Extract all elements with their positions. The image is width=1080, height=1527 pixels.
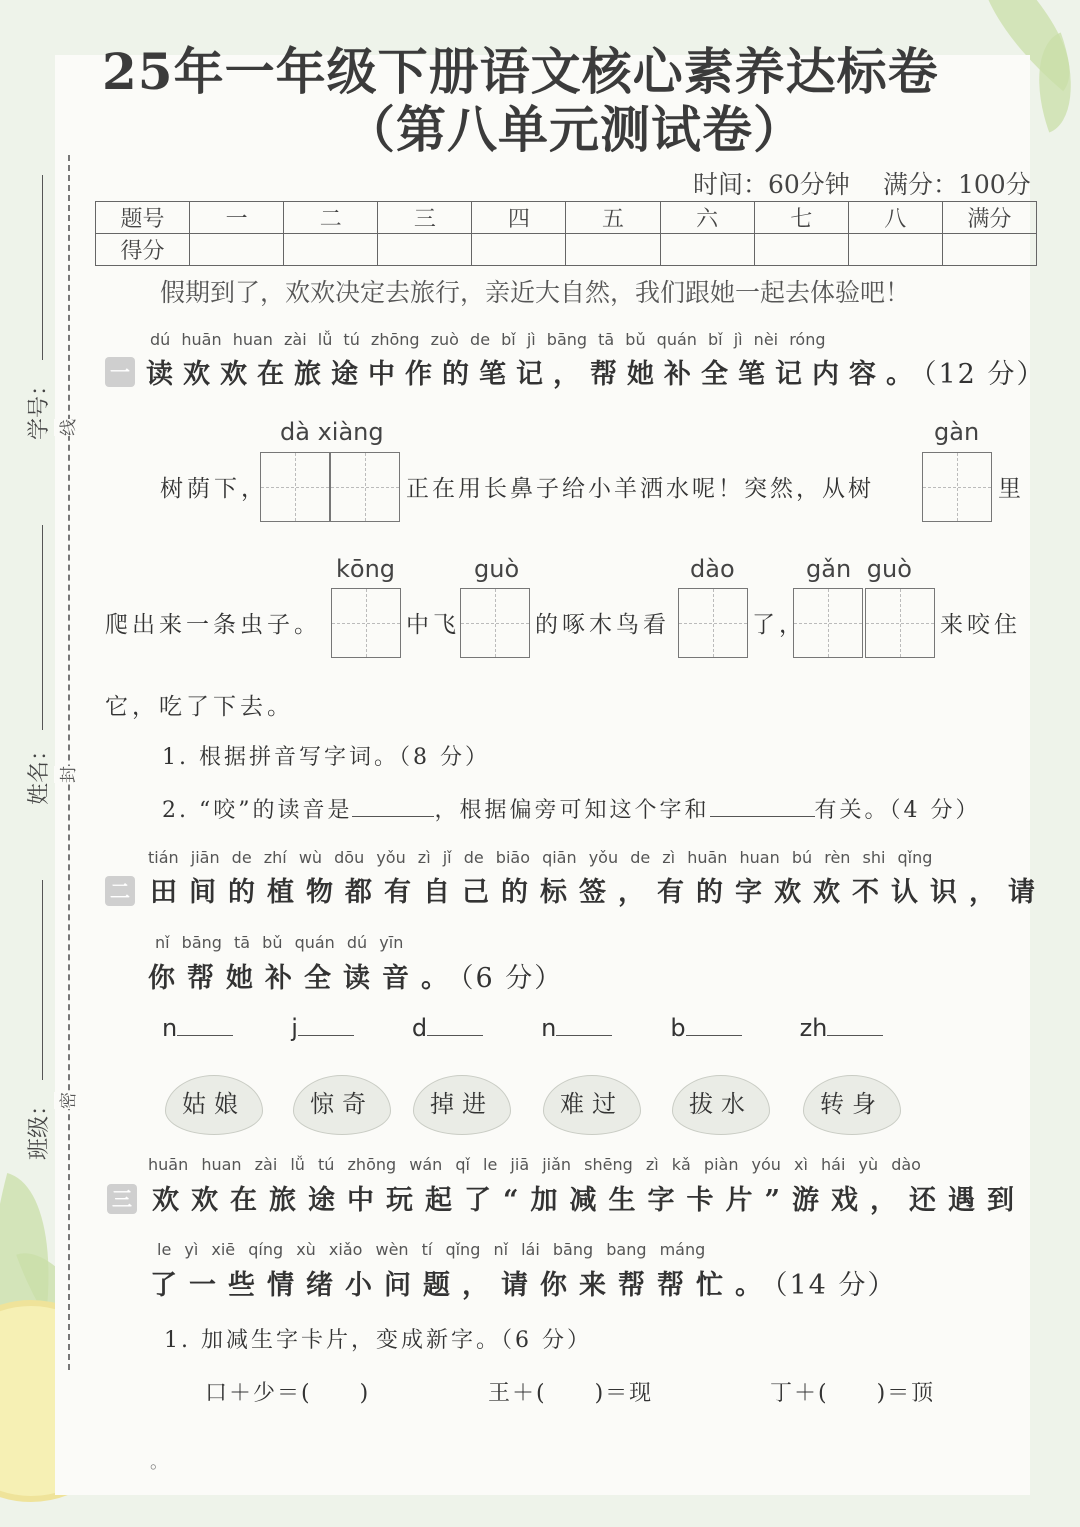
table-cell: 五 xyxy=(566,202,660,234)
table-cell: 得分 xyxy=(96,234,190,266)
sub2-text-a: 2. “咬”的读音是 xyxy=(162,798,353,823)
binding-mark-xian: 线 xyxy=(54,419,79,436)
initial-blank[interactable] xyxy=(827,1035,883,1036)
section3-sub1: 1. 加减生字卡片，变成新字。（6 分） xyxy=(164,1328,592,1353)
section3-question-1: 欢欢在旅途中玩起了“加减生字卡片”游戏，还遇到 xyxy=(152,1185,1027,1216)
page-title: 25年一年级下册语文核心素养达标卷 xyxy=(102,42,939,101)
binding-mark-mi: 密 xyxy=(54,1092,79,1109)
initial-blank[interactable] xyxy=(427,1035,483,1036)
xuehao-label: 学号： xyxy=(27,373,52,440)
initial-letter: n xyxy=(541,1014,557,1042)
pinyin-kong: kōng xyxy=(336,555,396,583)
banji-label: 班级： xyxy=(27,1093,52,1160)
table-cell: 三 xyxy=(378,202,472,234)
section2-question-1: 田间的植物都有自己的标签，有的字欢欢不认识，请 xyxy=(150,877,1047,908)
score-table-header-row xyxy=(96,202,1037,234)
write-box[interactable] xyxy=(331,588,401,658)
table-cell: 一 xyxy=(190,202,284,234)
score-input-cell[interactable] xyxy=(190,234,284,266)
footer-mark: 。 xyxy=(150,1452,168,1473)
section2-question-text: 你帮她补全读音。 xyxy=(148,963,460,994)
initial-letter: b xyxy=(670,1014,686,1042)
intro-text: 假期到了，欢欢决定去旅行，亲近大自然，我们跟她一起去体验吧！ xyxy=(160,278,911,307)
table-cell: 题号 xyxy=(96,202,190,234)
section3-question-2 xyxy=(150,1263,896,1302)
pinyin-guo: guò xyxy=(474,555,520,583)
score-input-cell[interactable] xyxy=(472,234,566,266)
para1-b: 正在用长鼻子给小羊洒水呢！突然，从树 xyxy=(406,476,874,502)
score-input-cell[interactable] xyxy=(754,234,848,266)
para2-d: 了， xyxy=(752,612,806,638)
time-label: 时间：60分钟 xyxy=(693,170,850,199)
initial-blank[interactable] xyxy=(556,1035,612,1036)
write-box[interactable] xyxy=(460,588,530,658)
para3: 它，吃了下去。 xyxy=(105,694,294,720)
para2-c: 的啄木鸟看 xyxy=(535,612,670,638)
initial-letter: zh xyxy=(799,1014,828,1042)
write-box[interactable] xyxy=(865,588,935,658)
word-card: 掉进 xyxy=(413,1075,511,1135)
page-subtitle: （第八单元测试卷） xyxy=(345,100,804,159)
word-card: 惊奇 xyxy=(293,1075,391,1135)
banji-blank[interactable] xyxy=(42,880,43,1080)
para1-c: 里 xyxy=(998,476,1025,502)
word-card: 姑娘 xyxy=(165,1075,263,1135)
xuehao-blank[interactable] xyxy=(42,175,43,360)
answer-blank[interactable] xyxy=(352,816,434,817)
initial-blank[interactable] xyxy=(686,1035,742,1036)
score-input-cell[interactable] xyxy=(848,234,942,266)
score-input-cell[interactable] xyxy=(378,234,472,266)
word-card: 难过 xyxy=(543,1075,641,1135)
section2-score: （6 分） xyxy=(460,963,564,994)
para2-a: 爬出来一条虫子。 xyxy=(105,612,321,638)
para2-b: 中飞 xyxy=(406,612,460,638)
table-cell: 四 xyxy=(472,202,566,234)
section1-sub1: 1. 根据拼音写字词。（8 分） xyxy=(162,745,490,770)
score-table xyxy=(95,201,1037,266)
score-input-cell[interactable] xyxy=(942,234,1036,266)
initial-letter: d xyxy=(411,1014,428,1042)
section3-pinyin-1: huān huan zài lǚ tú zhōng wán qǐ le jiā jiǎn shēng zì kǎ piàn yóu xì hái yù dào xyxy=(148,1155,921,1174)
equation-2: 王＋( )＝现 xyxy=(488,1381,654,1406)
section1-sub2 xyxy=(162,793,981,824)
pinyin-gan: gàn xyxy=(934,418,980,446)
section1-score: （12 分） xyxy=(923,359,1046,390)
answer-blank[interactable] xyxy=(710,816,815,817)
pinyin-dao: dào xyxy=(690,555,735,583)
score-input-cell[interactable] xyxy=(660,234,754,266)
table-cell: 七 xyxy=(754,202,848,234)
table-cell: 满分 xyxy=(942,202,1036,234)
sub2-text-c: 有关。（4 分） xyxy=(814,798,981,823)
table-cell: 六 xyxy=(660,202,754,234)
section2-pinyin-2: nǐ bāng tā bǔ quán dú yīn xyxy=(155,933,404,952)
write-box[interactable] xyxy=(793,588,863,658)
table-cell: 二 xyxy=(284,202,378,234)
write-box[interactable] xyxy=(260,452,330,522)
xingming-label: 姓名： xyxy=(27,738,52,805)
word-card: 转身 xyxy=(803,1075,901,1135)
section3-score: （14 分） xyxy=(774,1270,897,1301)
xingming-blank[interactable] xyxy=(42,525,43,730)
section2-pinyin-1: tián jiān de zhí wù dōu yǒu zì jǐ de biāo qiān yǒu de zì huān huan bú rèn shi qǐng xyxy=(148,848,933,867)
initial-letter: j xyxy=(291,1014,298,1042)
section2-question-2 xyxy=(148,956,563,995)
section3-question-text: 了一些情绪小问题，请你来帮帮忙。 xyxy=(150,1270,774,1301)
table-cell: 八 xyxy=(848,202,942,234)
section1-pinyin: dú huān huan zài lǚ tú zhōng zuò de bǐ jì bāng tā bǔ quán bǐ jì nèi róng xyxy=(150,330,826,349)
binding-dashed-line xyxy=(68,155,70,1370)
section1-badge: 一 xyxy=(105,357,135,387)
score-table-score-row xyxy=(96,234,1037,266)
pinyin-daxiang: dà xiàng xyxy=(280,418,384,446)
initial-blank[interactable] xyxy=(298,1035,354,1036)
full-score-label: 满分：100分 xyxy=(883,170,1031,199)
write-box[interactable] xyxy=(922,452,992,522)
sub2-text-b: ，根据偏旁可知这个字和 xyxy=(434,798,710,823)
para1-a: 树荫下， xyxy=(160,476,268,502)
word-card: 拔水 xyxy=(672,1075,770,1135)
binding-mark-feng: 封 xyxy=(54,766,79,783)
section3-pinyin-2: le yì xiē qíng xù xiǎo wèn tí qǐng nǐ lái bāng bang máng xyxy=(157,1240,706,1259)
section1-question-text: 读欢欢在旅途中作的笔记，帮她补全笔记内容。 xyxy=(146,359,923,390)
section3-badge: 三 xyxy=(107,1184,137,1214)
write-box[interactable] xyxy=(678,588,748,658)
initial-blank[interactable] xyxy=(177,1035,233,1036)
score-input-cell[interactable] xyxy=(566,234,660,266)
equation-1: 口＋少＝( ) xyxy=(205,1381,371,1406)
section2-badge: 二 xyxy=(105,876,135,906)
section1-question xyxy=(146,352,1045,391)
pinyin-ganguo: gǎn guò xyxy=(806,555,912,583)
score-input-cell[interactable] xyxy=(284,234,378,266)
equation-3: 丁＋( )＝顶 xyxy=(770,1381,936,1406)
write-box[interactable] xyxy=(330,452,400,522)
initial-letter: n xyxy=(162,1014,178,1042)
para2-e: 来咬住 xyxy=(940,612,1021,638)
initials-row xyxy=(162,1014,883,1042)
